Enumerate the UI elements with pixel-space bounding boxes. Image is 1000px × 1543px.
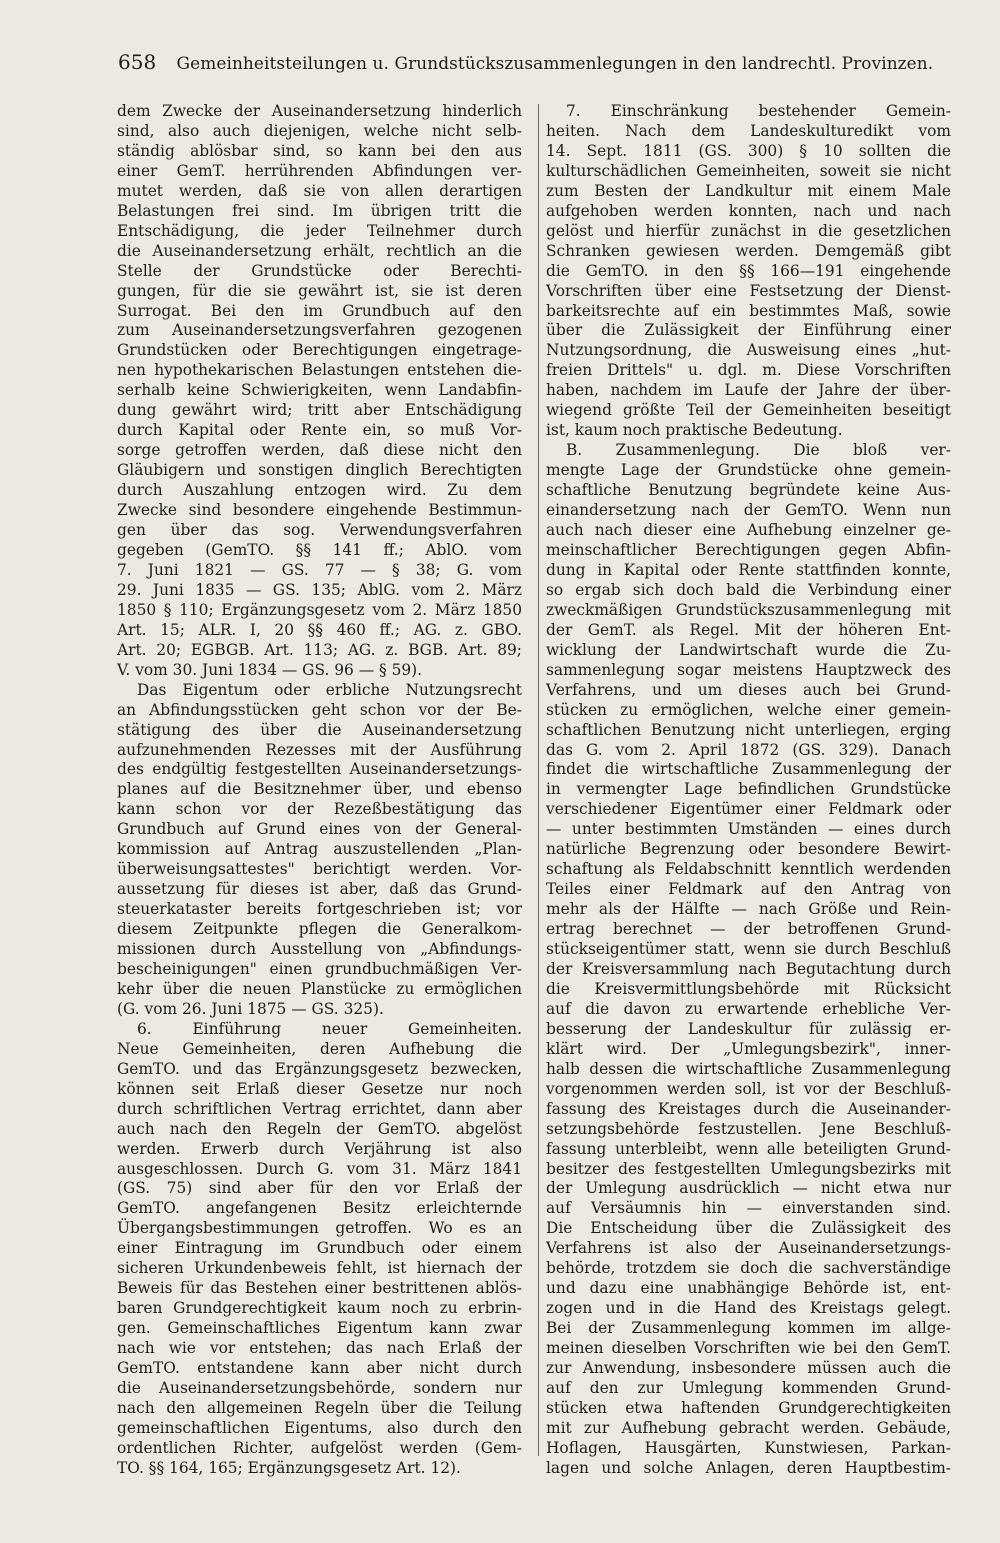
text-line: Verfahrens, und um dieses auch bei Grund- [546, 680, 951, 699]
text-line: Gläubigern und sonstigen dinglich Berechtigten [117, 461, 522, 480]
text-line: ertrag berechnet — der betroffenen Grund- [546, 920, 951, 939]
text-line: 7. Juni 1821 — GS. 77 — § 38; G. vom [117, 560, 522, 579]
text-line: zogen und in die Hand des Kreistags gelegt. [546, 1299, 951, 1318]
text-line: aufzunehmenden Rezesses mit der Ausführung [117, 740, 522, 759]
text-line: Verfahrens ist also der Auseinandersetzungs- [546, 1239, 951, 1258]
text-line: die GemTO. in den §§ 166—191 eingehende [546, 261, 951, 280]
text-line: nen hypothekarischen Belastungen entstehen die- [117, 361, 522, 380]
text-line: missionen durch Ausstellung von „Abfindungs- [117, 940, 522, 959]
text-line: steuerkataster bereits fortgeschrieben ist; vor [117, 900, 522, 919]
text-line: durch Auszahlung entzogen wird. Zu dem [117, 481, 522, 500]
text-line: lagen und solche Anlagen, deren Hauptbestim- [546, 1458, 951, 1477]
page-number: 658 [118, 50, 157, 74]
text-line: gungen, für die sie gewährt ist, sie ist deren [117, 281, 522, 300]
text-line: schaftliche Benutzung begründete keine Aus- [546, 481, 951, 500]
running-header [118, 50, 934, 75]
text-line: B. Zusammenlegung. Die bloß ver- [566, 441, 951, 460]
left-column [117, 102, 522, 1479]
text-line: gegeben (GemTO. §§ 141 ff.; AblO. vom [117, 540, 522, 559]
text-line: Neue Gemeinheiten, deren Aufhebung die [117, 1039, 522, 1058]
text-line: durch Kapital oder Rente ein, so muß Vor- [117, 421, 522, 440]
text-line: serhalb keine Schwierigkeiten, wenn Landabfin- [117, 381, 522, 400]
text-line: Art. 15; ALR. I, 20 §§ 460 ff.; AG. z. GBO. [117, 620, 522, 639]
text-line: Vorschriften über eine Festsetzung der Dienst- [546, 281, 951, 300]
text-line: können seit Erlaß dieser Gesetze nur noch [117, 1079, 522, 1098]
text-line: nach den allgemeinen Regeln über die Teilung [117, 1398, 522, 1417]
text-line: auf Versäumnis hin — einverstanden sind. [546, 1199, 951, 1218]
text-line: durch schriftlichen Vertrag errichtet, dann aber [117, 1099, 522, 1118]
text-line: überweisungsattestes" berichtigt werden. Vor- [117, 860, 522, 879]
text-line: in vermengter Lage befindlichen Grundstücke [546, 780, 951, 799]
text-line: 6. Einführung neuer Gemeinheiten. [137, 1019, 522, 1038]
text-line: zum Besten der Landkultur mit einem Male [546, 181, 951, 200]
text-line: dung in Kapital oder Rente stattfinden konnte, [546, 560, 951, 579]
text-line: über die Zulässigkeit der Einführung einer [546, 321, 951, 340]
text-line: GemTO. angefangenen Besitz erleichternde [117, 1199, 522, 1218]
text-line: Entschädigung, die jeder Teilnehmer durch [117, 221, 522, 240]
right-column [546, 102, 951, 1479]
text-line: gemeinschaftlichen Eigentums, also durch den [117, 1418, 522, 1437]
text-line: schaftung als Feldabschnitt kenntlich werdenden [546, 860, 951, 879]
text-line: gen. Gemeinschaftliches Eigentum kann zwar [117, 1319, 522, 1338]
text-line: aussetzung für dieses ist aber, daß das Grund- [117, 880, 522, 899]
text-line: stücken etwa haftenden Grundgerechtigkeiten [546, 1398, 951, 1417]
text-line: der Kreisversammlung nach Begutachtung durch [546, 959, 951, 978]
text-line: natürliche Begrenzung oder besondere Bewirt- [546, 840, 951, 859]
text-line: meinschaftlicher Berechtigungen gegen Abfin- [546, 540, 951, 559]
text-line: Hoflagen, Hausgärten, Kunstwiesen, Parkan- [546, 1438, 951, 1457]
text-line: fassung des Kreistages durch die Auseinander- [546, 1099, 951, 1118]
text-line: die Auseinandersetzungsbehörde, sondern nur [117, 1379, 522, 1397]
text-line: mengte Lage der Grundstücke ohne gemein- [546, 461, 951, 480]
text-line: — unter bestimmten Umständen — eines durch [546, 820, 951, 839]
text-line: Übergangsbestimmungen getroffen. Wo es an [117, 1219, 522, 1238]
text-line: so ergab sich doch bald die Verbindung einer [546, 580, 951, 599]
text-line: (GS. 75) sind aber für den vor Erlaß der [117, 1179, 522, 1198]
text-line: auch nach dieser eine Aufhebung einzelner ge- [546, 521, 951, 540]
text-line: der Umlegung ausdrücklich — nicht etwa nur [546, 1179, 951, 1198]
text-line: 14. Sept. 1811 (GS. 300) § 10 sollten die [546, 141, 951, 160]
text-line: GemTO. entstandene kann aber nicht durch [117, 1359, 522, 1378]
text-line: dung gewährt wird; tritt aber Entschädigung [117, 401, 522, 420]
text-line: Zwecke sind besondere eingehende Bestimmun- [117, 501, 522, 520]
text-line: verschiedener Eigentümer einer Feldmark oder [546, 800, 951, 819]
text-line: ordentlichen Richter, aufgelöst werden (Gem- [117, 1438, 522, 1457]
text-line: kann schon vor der Rezeßbestätigung das [117, 800, 522, 819]
text-line: Grundstücken oder Berechtigungen eingetrage- [117, 341, 522, 360]
text-line: freien Drittels" u. dgl. m. Diese Vorschriften [546, 361, 951, 380]
text-line: mit zur Aufhebung gebracht werden. Gebäude, [546, 1418, 951, 1437]
text-line: 1850 § 110; Ergänzungsgesetz vom 2. März 1850 [117, 600, 522, 619]
text-line: Art. 20; EGBGB. Art. 113; AG. z. BGB. Art. 89; [117, 640, 522, 659]
text-line: stätigung des über die Auseinandersetzung [117, 720, 522, 739]
text-line: Bei der Zusammenlegung kommen im allge- [546, 1319, 951, 1338]
text-line: kehr über die neuen Planstücke zu ermöglichen [117, 979, 522, 998]
text-line: werden. Erwerb durch Verjährung ist also [117, 1139, 522, 1158]
text-line: Belastungen frei sind. Im übrigen tritt die [117, 201, 522, 220]
column-divider [538, 104, 539, 1456]
text-line: V. vom 30. Juni 1834 — GS. 96 — § 59). [117, 660, 423, 679]
text-line: diesem Zeitpunkte pflegen die Generalkom- [117, 920, 522, 939]
text-line: sicheren Urkundenbeweis fehlt, ist hiernach der [117, 1259, 522, 1278]
text-line: (G. vom 26. Juni 1875 — GS. 325). [117, 999, 384, 1018]
text-line: besitzer des festgestellten Umlegungsbezirks mit [546, 1159, 951, 1178]
text-line: Nutzungsordnung, die Ausweisung eines „hut- [546, 341, 951, 360]
text-line: Surrogat. Bei den im Grundbuch auf den [117, 301, 522, 320]
text-line: die Auseinandersetzung erhält, rechtlich an die [117, 241, 522, 260]
text-line: sind, also auch diejenigen, welche nicht selb- [117, 121, 522, 140]
text-line: gen über das sog. Verwendungsverfahren [117, 521, 522, 540]
text-line: ständig ablösbar sind, so kann bei den aus [117, 141, 522, 160]
text-line: an Abfindungsstücken geht schon vor der Be- [117, 700, 522, 719]
text-line: Grundbuch auf Grund eines von der General- [117, 820, 522, 839]
text-line: 7. Einschränkung bestehender Gemein- [566, 102, 951, 120]
text-line: zweckmäßigen Grundstückszusammenlegung mit [546, 600, 951, 619]
text-line: sammenlegung sogar meistens Hauptzweck des [546, 660, 951, 679]
text-line: wicklung der Landwirtschaft wurde die Zu- [546, 640, 951, 659]
text-line: Das Eigentum oder erbliche Nutzungsrecht [137, 680, 522, 699]
text-line: ist, kaum noch praktische Bedeutung. [546, 421, 843, 440]
text-line: die Kreisvermittlungsbehörde mit Rücksicht [546, 979, 951, 998]
text-line: behörde, trotzdem sie doch die sachverständige [546, 1259, 951, 1278]
text-line: auf den zur Umlegung kommenden Grund- [546, 1379, 951, 1397]
text-line: meinen dieselben Vorschriften wie bei den GemT. [546, 1339, 951, 1358]
text-line: sorge getroffen werden, daß diese nicht den [117, 441, 522, 460]
text-line: stücken zu ermöglichen, welche einer gemein- [546, 700, 951, 719]
text-line: ausgeschlossen. Durch G. vom 31. März 1841 [117, 1159, 522, 1178]
text-line: mehr als der Hälfte — nach Größe und Rein- [546, 900, 951, 919]
text-line: der GemT. als Regel. Mit der höheren Ent- [546, 620, 951, 639]
text-line: Stelle der Grundstücke oder Berechti- [117, 261, 522, 280]
text-line: des endgültig festgestellten Auseinandersetzungs- [117, 760, 522, 779]
text-line: nach wie vor entstehen; das nach Erlaß der [117, 1339, 522, 1358]
running-title: Gemeinheitsteilungen u. Grundstückszusammenlegungen in den landrechtl. Provinzen. [176, 53, 934, 73]
text-line: findet die wirtschaftliche Zusammenlegung der [546, 760, 951, 779]
text-line: schaftlichen Benutzung nicht unterliegen, erging [546, 720, 951, 739]
text-line: halb dessen die wirtschaftliche Zusammenlegung [546, 1059, 951, 1078]
text-line: zum Auseinandersetzungsverfahren gezogenen [117, 321, 522, 340]
text-line: besserung der Landeskultur für zulässig er- [546, 1019, 951, 1038]
text-line: wiegend größte Teil der Gemeinheiten beseitigt [546, 401, 951, 420]
text-line: einandersetzung nach der GemTO. Wenn nun [546, 501, 951, 520]
text-line: setzungsbehörde festzustellen. Jene Beschluß- [546, 1119, 951, 1138]
text-line: kulturschädlichen Gemeinheiten, soweit sie nicht [546, 161, 951, 180]
text-line: einer Eintragung im Grundbuch oder einem [117, 1239, 522, 1258]
text-line: vorgenommen werden soll, ist vor der Beschluß- [546, 1079, 951, 1098]
text-line: baren Grundgerechtigkeit kaum noch zu erbrin- [117, 1299, 522, 1318]
text-line: das G. vom 2. April 1872 (GS. 329). Danach [546, 740, 951, 759]
text-line: auf die davon zu erwartende erhebliche Ver- [546, 999, 951, 1018]
text-line: kommission auf Antrag auszustellenden „Plan- [117, 840, 522, 859]
text-line: fassung unterbleibt, wenn alle beteiligten Grund- [546, 1139, 951, 1158]
text-line: bescheinigungen" einen grundbuchmäßigen Ver- [117, 959, 522, 978]
text-line: Schranken gewiesen werden. Demgemäß gibt [546, 241, 951, 260]
text-line: stückseigentümer statt, wenn sie durch Beschluß [546, 940, 951, 959]
text-line: Beweis für das Bestehen einer bestrittenen ablös- [117, 1279, 522, 1298]
text-line: heiten. Nach dem Landeskulturedikt vom [546, 121, 951, 140]
text-line: dem Zwecke der Auseinandersetzung hinderlich [117, 102, 522, 120]
text-line: mutet werden, daß sie von allen derartigen [117, 181, 522, 200]
text-line: barkeitsrechte auf ein bestimmtes Maß, sowie [546, 301, 951, 320]
text-line: GemTO. und das Ergänzungsgesetz bezwecken, [117, 1059, 522, 1078]
text-line: Teiles einer Feldmark auf den Antrag von [546, 880, 951, 899]
text-line: klärt wird. Der „Umlegungsbezirk", inner- [546, 1039, 951, 1058]
text-line: auch nach den Regeln der GemTO. abgelöst [117, 1119, 522, 1138]
text-line: gelöst und hierfür zunächst in die gesetzlichen [546, 221, 951, 240]
text-line: Die Entscheidung über die Zulässigkeit des [546, 1219, 951, 1238]
text-line: aufgehoben werden konnten, nach und nach [546, 201, 951, 220]
text-line: planes auf die Besitznehmer über, und ebenso [117, 780, 522, 799]
text-line: haben, nachdem im Laufe der Jahre der über- [546, 381, 951, 400]
text-line: einer GemT. herrührenden Abfindungen ver- [117, 161, 522, 180]
text-line: TO. §§ 164, 165; Ergänzungsgesetz Art. 12). [117, 1458, 461, 1477]
text-line: zur Anwendung, insbesondere müssen auch die [546, 1359, 951, 1378]
text-line: 29. Juni 1835 — GS. 135; AblG. vom 2. März [117, 580, 522, 599]
text-line: und dazu eine unabhängige Behörde ist, ent- [546, 1279, 951, 1298]
